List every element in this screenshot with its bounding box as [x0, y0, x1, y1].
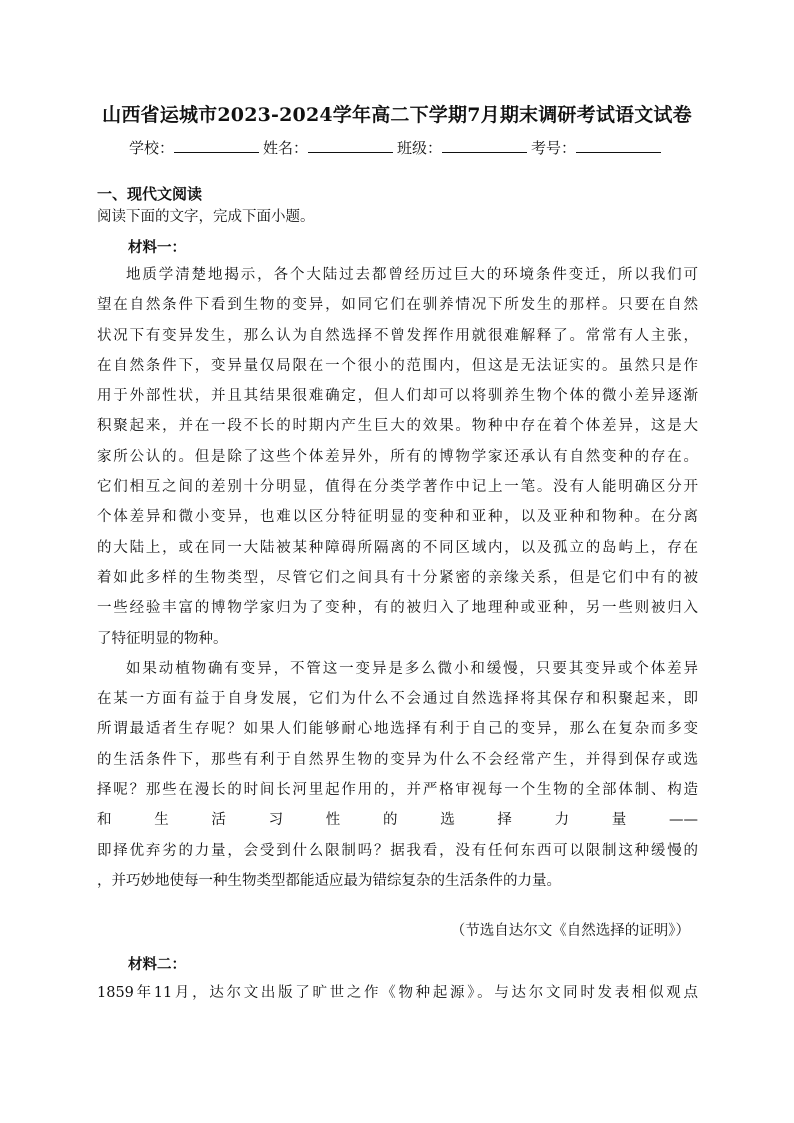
text-line: ，并巧妙地使每一种生物类型都能适应最为错综复杂的生活条件的力量。 — [97, 872, 561, 889]
material2-label: 材料二： — [128, 956, 186, 973]
school-label: 学校： — [128, 140, 174, 157]
material1-source: （节选自达尔文《自然选择的证明》） — [450, 923, 690, 939]
text-line: 的生活条件下，那些有利于自然界生物的变异为什么不会经常产生，并得到保存或选 — [97, 751, 698, 768]
student-info-row — [0, 137, 794, 158]
text-line: 了特征明显的物种。 — [97, 630, 228, 647]
name-blank[interactable] — [308, 138, 393, 153]
text-line: 在某一方面有益于自身发展，它们为什么不会通过自然选择将其保存和积聚起来，即 — [97, 691, 698, 708]
text-line: 状况下有变异发生，那么认为自然选择不曾发挥作用就很难解释了。常常有人主张， — [97, 327, 698, 344]
text-line: 个体差异和微小变异，也难以区分特征明显的变种和亚种，以及亚种和物种。在分离 — [97, 509, 698, 526]
section-heading: 一、现代文阅读 — [97, 185, 203, 203]
text-line: 地质学清楚地揭示，各个大陆过去都曾经历过巨大的环境条件变迁，所以我们可 — [126, 267, 698, 283]
text-line: 积聚起来，并在一段不长的时期内产生巨大的效果。物种中存在着个体差异，这是大 — [97, 418, 698, 435]
text-line: 望在自然条件下看到生物的变异，如同它们在驯养情况下所发生的那样。只要在自然 — [97, 297, 698, 314]
text-line: 家所公认的。但是除了这些个体差异外，所有的博物学家还承认有自然变种的存在。 — [97, 448, 698, 465]
school-blank[interactable] — [174, 138, 259, 153]
text-line: 用于外部性状，并且其结果很难确定，但人们却可以将驯养生物个体的微小差异逐渐 — [97, 388, 698, 405]
material1-paragraph-1 — [97, 260, 698, 896]
instruction-text: 阅读下面的文字，完成下面小题。 — [97, 209, 315, 225]
text-line: 和 生 活 习 性 的 选 择 力 量 —— — [97, 812, 698, 829]
text-line: 1859年11月，达尔文出版了旷世之作《物种起源》。与达尔文同时发表相似观点 — [97, 985, 698, 1001]
text-line: 的大陆上，或在同一大陆被某种障碍所隔离的不同区域内，以及孤立的岛屿上，存在 — [97, 539, 698, 556]
page-title: 山西省运城市2023-2024学年高二下学期7月期末调研考试语文试卷 — [102, 104, 692, 126]
exam-no-label: 考号： — [531, 140, 577, 157]
text-line: 即择优弃劣的力量，会受到什么限制吗？据我看，没有任何东西可以限制这种缓慢的 — [97, 842, 698, 859]
text-line: 在自然条件下，变异量仅局限在一个很小的范围内，但这是无法证实的。虽然只是作 — [97, 357, 698, 374]
class-blank[interactable] — [442, 138, 527, 153]
material1-label: 材料一： — [128, 239, 186, 256]
text-line: 择呢？那些在漫长的时间长河里起作用的，并严格审视每一个生物的全部体制、构造 — [97, 782, 698, 799]
text-line: 如果动植物确有变异，不管这一变异是多么微小和缓慢，只要其变异或个体差异 — [126, 660, 698, 677]
text-line: 所谓最适者生存呢？如果人们能够耐心地选择有利于自己的变异，那么在复杂而多变 — [97, 721, 698, 738]
text-line: 它们相互之间的差别十分明显，值得在分类学著作中记上一笔。没有人能明确区分开 — [97, 479, 698, 496]
class-label: 班级： — [397, 140, 443, 157]
exam-no-blank[interactable] — [576, 138, 661, 153]
name-label: 姓名： — [262, 140, 308, 157]
text-line: 一些经验丰富的博物学家归为了变种，有的被归入了地理种或亚种，另一些则被归入 — [97, 600, 698, 617]
material2-paragraph-1 — [97, 978, 698, 1008]
text-line: 着如此多样的生物类型，尽管它们之间具有十分紧密的亲缘关系，但是它们中有的被 — [97, 569, 698, 586]
